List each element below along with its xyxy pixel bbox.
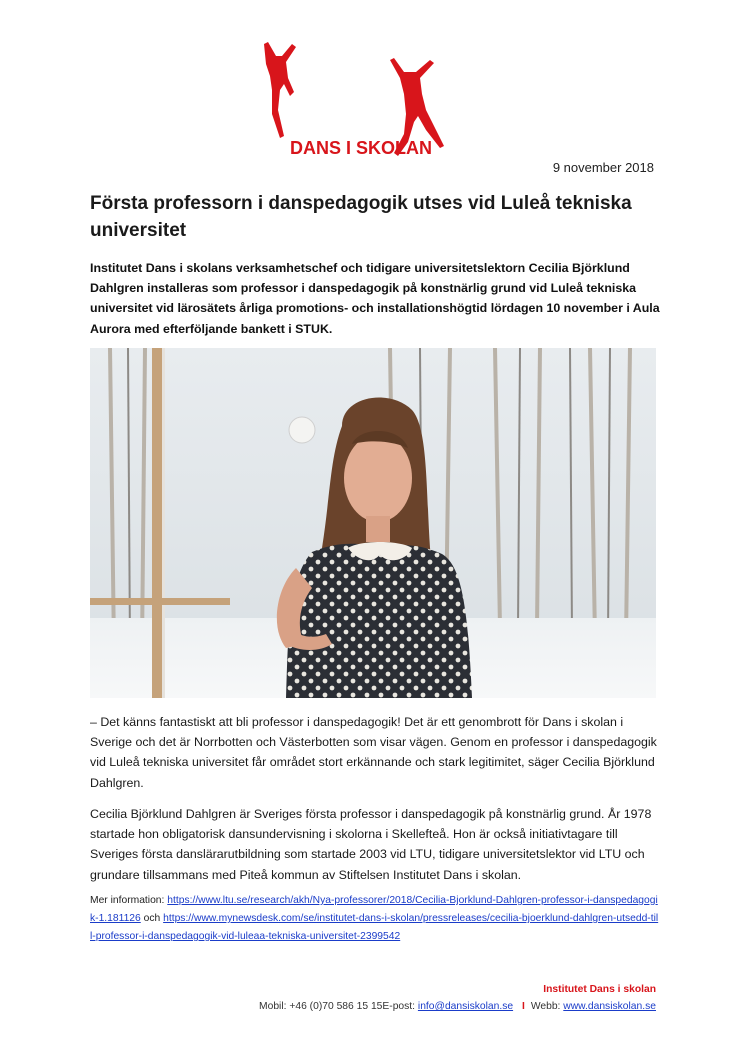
quote-paragraph: – Det känns fantastiskt att bli professor i danspedagogik! Det är ett genombrott för Dans i skolan i Sverige och det är Norrbotten och Västerbotten som visar vägen. Genom en professor i danspedagogik vid Luleå tekniska universitet får området stort erkännande och stark legitimitet, säger Cecilia Björklund Dahlgren. — [90, 715, 657, 790]
mynewsdesk-link[interactable]: https://www.mynewsdesk.com/se/institutet-dans-i-skolan/pressreleases/cecilia-bjoerklund-dahlgren-utsedd-till-professor-i-danspedagogik-vid-luleaa-tekniska-universitet-2399542 — [90, 913, 659, 942]
more-information — [90, 892, 660, 946]
footer-contact — [259, 1001, 656, 1012]
footer-web-label: Webb: — [530, 1001, 561, 1012]
publish-date: 9 november 2018 — [552, 160, 654, 175]
page-title: Första professorn i danspedagogik utses vid Luleå tekniska universitet — [90, 193, 632, 241]
footer-separator: I — [521, 1001, 525, 1012]
portrait-photo — [90, 348, 656, 698]
svg-text:DANS I SKOLAN: DANS I SKOLAN — [290, 138, 433, 158]
footer-organization: Institutet Dans i skolan — [543, 984, 656, 995]
more-info-label: Mer information: — [90, 895, 165, 906]
footer-email-link[interactable]: info@dansiskolan.se — [417, 1001, 514, 1012]
footer-email-label: E-post: — [382, 1001, 416, 1012]
footer-mobile: Mobil: +46 (0)70 586 15 15 — [259, 1001, 383, 1012]
lead-paragraph: Institutet Dans i skolans verksamhetschef och tidigare universitetslektorn Cecilia Björklund Dahlgren installeras som professor i danspedagogik på konstnärlig grund vid Luleå tekniska universitet vid lärosätets årliga promotions- och installationshögtid lördagen 10 november i Aula Aurora med efterföljande bankett i STUK. — [90, 261, 660, 336]
bio-paragraph: Cecilia Björklund Dahlgren är Sveriges första professor i danspedagogik på konstnärlig grund. År 1978 startade hon obligatorisk dansundervisning i skolorna i Skellefteå. Hon är också initiativtagare till Sveriges första danslärarutbildning som startade 2003 vid LTU, tidigare universitetslektor vid LTU och grundare tillsammans med Piteå kommun av Stiftelsen Institutet Dans i skolan. — [90, 807, 652, 882]
ltu-link[interactable]: https://www.ltu.se/research/akh/Nya-professorer/2018/Cecilia-Bjorklund-Dahlgren-professor-i-danspedagogik-1.181126 — [90, 895, 658, 924]
footer-web-link[interactable]: www.dansiskolan.se — [563, 1001, 656, 1012]
dancers-logo-icon — [258, 38, 458, 162]
dans-i-skolan-logo — [258, 38, 458, 162]
more-info-conjunction: och — [143, 913, 161, 924]
